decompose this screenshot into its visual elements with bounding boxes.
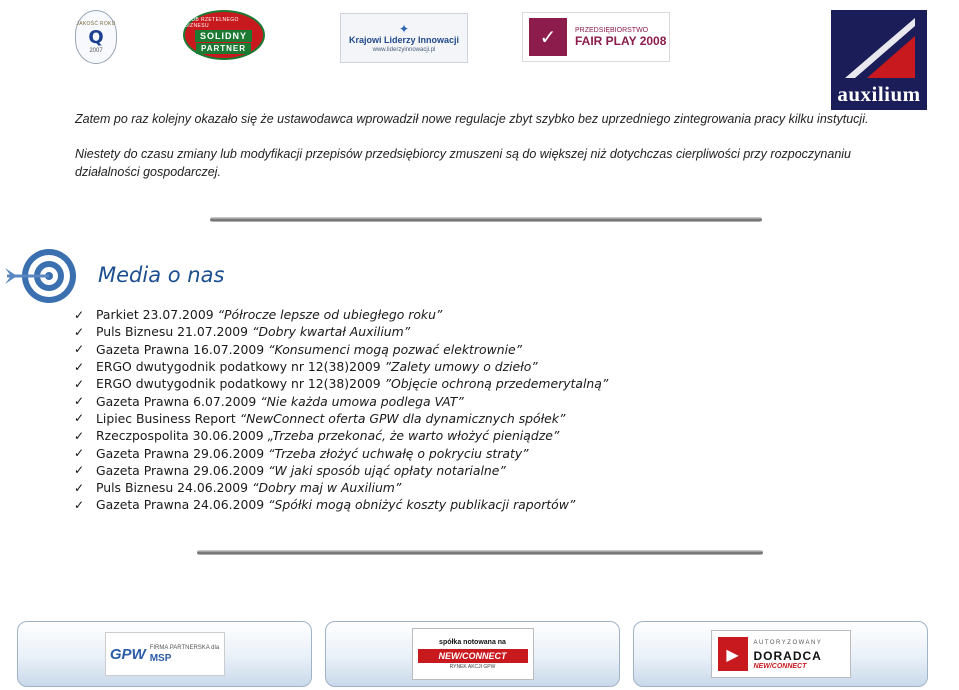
doradca-word: DORADCA bbox=[753, 649, 822, 663]
jakosc-q-letter: Q bbox=[88, 26, 104, 48]
list-item bbox=[74, 462, 608, 479]
gpw-logo bbox=[105, 632, 225, 676]
checkmark-icon: ✓ bbox=[74, 376, 85, 391]
divider-bottom bbox=[197, 550, 763, 555]
doradca-panel bbox=[633, 621, 928, 687]
list-item bbox=[74, 375, 608, 392]
media-source: Gazeta Prawna 24.06.2009 bbox=[96, 497, 265, 513]
kli-name: Krajowi Liderzy Innowacji bbox=[348, 35, 460, 45]
media-title: “NewConnect oferta GPW dla dynamicznych spółek” bbox=[239, 410, 566, 426]
media-title: “Spółki mogą obniżyć koszty publikacji raportów” bbox=[268, 497, 576, 513]
nc-sub: RYNEK AKCJI GPW bbox=[449, 663, 496, 670]
fair-play-small: PRZEDSIĘBIORSTWO bbox=[575, 26, 649, 34]
checkmark-icon: ✓ bbox=[74, 307, 85, 322]
media-source: ERGO dwutygodnik podatkowy nr 12(38)2009 bbox=[96, 359, 381, 375]
media-source: Rzeczpospolita 30.06.2009 bbox=[96, 428, 264, 444]
checkmark-icon: ✓ bbox=[74, 446, 85, 461]
media-source: Gazeta Prawna 29.06.2009 bbox=[96, 462, 265, 478]
krajowi-liderzy-innowacji-logo bbox=[340, 13, 468, 63]
media-source: Gazeta Prawna 29.06.2009 bbox=[96, 445, 265, 461]
jakosc-roku-logo bbox=[75, 10, 117, 64]
list-item bbox=[74, 410, 608, 427]
media-source: Parkiet 23.07.2009 bbox=[96, 307, 214, 323]
media-title: “Dobry kwartał Auxilium” bbox=[252, 324, 411, 340]
solidny-partner-logo bbox=[165, 11, 282, 59]
paragraph-regulations: Zatem po raz kolejny okazało się że ustawodawca wprowadził nowe regulacje zbyt szybko bez uprzedniego zintegrowania pracy kilku instytucji. bbox=[75, 112, 869, 126]
checkmark-icon: ✓ bbox=[74, 411, 85, 426]
media-title: ”Objęcie ochroną przedemerytalną” bbox=[384, 376, 609, 392]
media-title: “Konsumenci mogą pozwać elektrownie” bbox=[268, 341, 523, 357]
list-item bbox=[74, 341, 608, 358]
checkmark-icon: ✓ bbox=[74, 497, 85, 512]
media-title: ”Zalety umowy o dzieło” bbox=[384, 359, 538, 375]
section-heading-media: Media o nas bbox=[98, 263, 225, 287]
gpw-letters: GPW bbox=[109, 645, 146, 663]
solidny-line2: PARTNER bbox=[196, 43, 251, 54]
kli-url: www.liderzyinnowacji.pl bbox=[372, 47, 436, 53]
list-item bbox=[74, 427, 608, 444]
list-item bbox=[74, 479, 608, 496]
media-source: Lipiec Business Report bbox=[96, 410, 236, 426]
fair-play-logo bbox=[522, 12, 670, 62]
jakosc-arc-text: JAKOŚĆ ROKU bbox=[76, 20, 116, 27]
list-item bbox=[74, 496, 608, 513]
gpw-partner-panel bbox=[17, 621, 312, 687]
checkmark-icon: ✓ bbox=[74, 463, 85, 478]
media-title: “Nie każda umowa podlega VAT” bbox=[260, 393, 464, 409]
auxilium-logo bbox=[831, 10, 927, 110]
jakosc-year: 2007 bbox=[89, 47, 103, 54]
gpw-firma-text: FIRMA PARTNERSKA dla bbox=[149, 645, 220, 651]
divider-top bbox=[210, 217, 762, 222]
checkmark-icon: ✓ bbox=[74, 359, 85, 374]
doradca-auth: AUTORYZOWANY bbox=[753, 640, 823, 646]
media-source: Gazeta Prawna 6.07.2009 bbox=[96, 393, 257, 409]
doradca-nc: NEW/CONNECT bbox=[753, 663, 807, 670]
list-item bbox=[74, 392, 608, 409]
list-item bbox=[74, 306, 608, 323]
newconnect-logo bbox=[412, 628, 534, 680]
media-title: “W jaki sposób ująć opłaty notarialne” bbox=[268, 462, 506, 478]
gpw-msp-text: MSP bbox=[149, 653, 172, 664]
checkmark-icon: ✓ bbox=[74, 394, 85, 409]
list-item bbox=[74, 444, 608, 461]
media-source: Puls Biznesu 24.06.2009 bbox=[96, 480, 249, 496]
nc-title: spółka notowana na bbox=[439, 638, 506, 646]
paragraph-changes: Niestety do czasu zmiany lub modyfikacji przepisów przedsiębiorcy zmuszeni są do większej niż dotychczas cierpliwości przy rozpoczynaniu bbox=[75, 147, 852, 161]
target-arrow-icon bbox=[5, 242, 85, 314]
nc-stripe: NEW/CONNECT bbox=[418, 649, 528, 663]
kli-spark-icon: ✦ bbox=[398, 22, 410, 36]
media-title: “Półrocze lepsze od ubiegłego roku” bbox=[217, 307, 443, 323]
fair-play-big: FAIR PLAY 2008 bbox=[575, 33, 667, 48]
doradca-arrow-icon: ▶ bbox=[718, 637, 748, 671]
doradca-logo bbox=[711, 630, 851, 678]
media-source: Puls Biznesu 21.07.2009 bbox=[96, 324, 249, 340]
solidny-line1: SOLIDNY bbox=[195, 30, 252, 42]
checkmark-icon: ✓ bbox=[74, 428, 85, 443]
list-item bbox=[74, 358, 608, 375]
auxilium-emblem-icon bbox=[845, 18, 915, 78]
paragraph-changes-end: działalności gospodarczej. bbox=[75, 165, 221, 179]
media-title: “Dobry maj w Auxilium” bbox=[252, 480, 402, 496]
checkmark-icon: ✓ bbox=[74, 342, 85, 357]
list-item bbox=[74, 323, 608, 340]
solidny-top-text: KLUB RZETELNEGO BIZNESU bbox=[184, 16, 239, 29]
checkmark-icon: ✓ bbox=[74, 480, 85, 495]
media-source: Gazeta Prawna 16.07.2009 bbox=[96, 341, 265, 357]
media-list bbox=[74, 306, 608, 514]
media-source: ERGO dwutygodnik podatkowy nr 12(38)2009 bbox=[96, 376, 381, 392]
media-title: „Trzeba przekonać, że warto włożyć pieniądze” bbox=[267, 428, 560, 444]
newconnect-panel bbox=[325, 621, 620, 687]
auxilium-wordmark: auxilium bbox=[837, 82, 921, 106]
fair-play-check-icon: ✓ bbox=[529, 18, 567, 56]
media-title: “Trzeba złożyć uchwałę o pokryciu straty” bbox=[268, 445, 529, 461]
checkmark-icon: ✓ bbox=[74, 324, 85, 339]
